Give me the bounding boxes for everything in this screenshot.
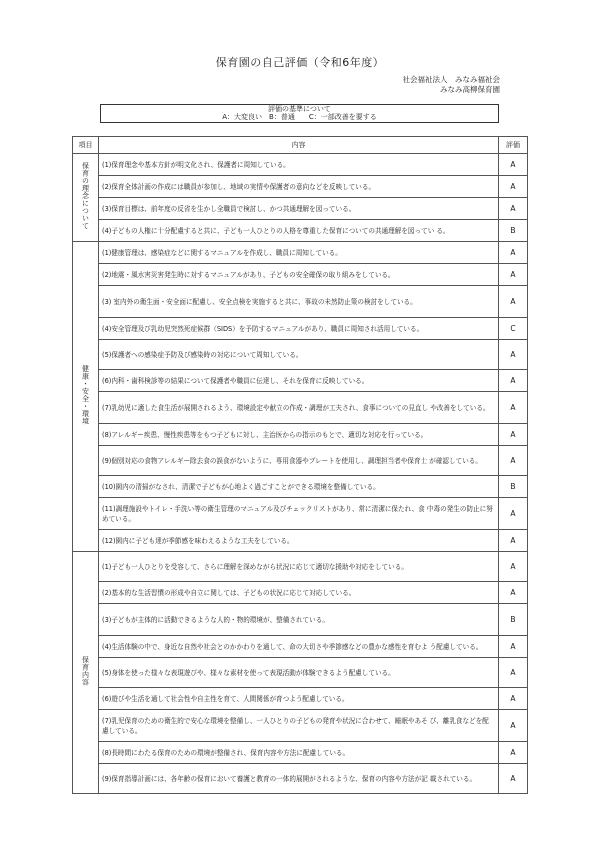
item-evaluation: B [499,476,528,498]
item-content: (2)基本的な生活習慣の形成や自立に関しては、子どもの状況に応じて対応している。 [99,582,499,604]
table-row [73,264,528,286]
table-row [73,498,528,530]
item-content: (12)園内に子ども達が季節感を味わえるような工夫をしている。 [99,530,499,552]
header-category: 項目 [73,137,99,154]
item-evaluation: A [499,530,528,552]
item-content: (4)子どもの人権に十分配慮すると共に、子ども一人ひとりの人格を尊重した保育についての共通理解を図ってい る。 [99,220,499,242]
category-cell [73,154,99,242]
item-evaluation: C [499,318,528,340]
item-content: (3)子どもが主体的に活動できるような人的・物的環境が、整備されている。 [99,604,499,636]
item-evaluation: B [499,220,528,242]
table-row [73,552,528,582]
table-row [73,318,528,340]
item-evaluation: A [499,446,528,476]
item-content: (3) 室内外の衛生面・安全面に配慮し、安全点検を実施すると共に、事故の未然防止策の検討をしている。 [99,286,499,318]
item-content: (5)身体を使った様々な表現遊びや、様々な素材を使って表現活動が体験できるよう配慮している。 [99,658,499,688]
item-evaluation: A [499,582,528,604]
facility-name: みなみ高柳保育園 [440,85,500,94]
item-evaluation: A [499,710,528,742]
item-evaluation: A [499,242,528,264]
table-body [73,154,528,794]
criteria-legend: A：大変良い B：普通 C：一部改善を要する [222,113,377,121]
item-content: (6)遊びや生活を通して社会性や自主性を育て、人間関係が育つよう配慮している。 [99,688,499,710]
item-evaluation: B [499,604,528,636]
category-cell [73,552,99,794]
item-evaluation: A [499,340,528,370]
page-title: 保育園の自己評価（令和6年度） [215,56,385,69]
item-evaluation: A [499,764,528,794]
table-row [73,742,528,764]
table-row [73,176,528,198]
item-content: (11)調理施設やトイレ・手洗い等の衛生管理のマニュアル及びチェックリストがあり、常に清潔に保たれ、食 中毒の発生の防止に努めている。 [99,498,499,530]
header-content: 内容 [99,137,499,154]
category-label: 保育の理念について [81,161,90,230]
table-row [73,604,528,636]
criteria-heading: 評価の基準について [268,105,331,113]
header-evaluation: 評価 [499,137,528,154]
table-row [73,658,528,688]
table-row [73,154,528,176]
item-content: (3)保育目標は、前年度の反省を生かし全職員で検討し、かつ共通理解を図っている。 [99,198,499,220]
table-row [73,198,528,220]
table-row [73,220,528,242]
item-evaluation: A [499,264,528,286]
table-row [73,636,528,658]
item-content: (4)安全管理及び乳幼児突然死症候群（SIDS）を予防するマニュアルがあり、職員に周知され活用している。 [99,318,499,340]
item-content: (6)内科・歯科検診等の結果について保護者や職員に伝達し、それを保育に反映している。 [99,370,499,392]
table-row [73,340,528,370]
item-content: (5)保護者への感染症予防及び感染時の対応について周知している。 [99,340,499,370]
item-evaluation: A [499,370,528,392]
item-content: (10)園内の清掃がなされ、清潔で子どもが心地よく過ごすことができる環境を整備している。 [99,476,499,498]
table-row [73,370,528,392]
item-evaluation: A [499,658,528,688]
item-content: (9)個別対応の食物アレルギー除去食の誤食がないように、専用食器やプレートを使用し、調理担当者や保育士 が確認している。 [99,446,499,476]
table-row [73,446,528,476]
table-row [73,764,528,794]
item-content: (7)乳児保育のための衛生的で安心な環境を整備し、一人ひとりの子どもの発育や状況に合わせて、睡眠やあそ び、離乳食などを配慮している。 [99,710,499,742]
item-content: (9)保育指導計画には、各年齢の保育において養護と教育の一体的展開がされるような、保育の内容や方法が記 載されている。 [99,764,499,794]
item-evaluation: A [499,742,528,764]
item-content: (7)乳幼児に適した食生活が展開されるよう、環境設定や献立の作成・調理が工夫され、食事についての見直し や改善をしている。 [99,392,499,424]
item-content: (1)子ども一人ひとりを受容して、さらに理解を深めながら状況に応じて適切な援助や対応をしている。 [99,552,499,582]
self-evaluation-table [72,136,528,794]
item-content: (1)健康管理は、感染症などに関するマニュアルを作成し、職員に周知している。 [99,242,499,264]
item-content: (4)生活体験の中で、身近な自然や社会とのかかわりを通して、命の大切さや季節感などの豊かな感性を育むよ う配慮している。 [99,636,499,658]
item-evaluation: A [499,552,528,582]
item-evaluation: A [499,392,528,424]
category-label: 健康・安全・環境 [81,364,90,425]
item-evaluation: A [499,286,528,318]
table-row [73,582,528,604]
item-evaluation: A [499,198,528,220]
table-row [73,242,528,264]
category-cell [73,242,99,552]
table-row [73,530,528,552]
item-content: (2)地震・風水害災害発生時に対するマニュアルがあり、子どもの安全確保の取り組みをしている。 [99,264,499,286]
table-row [73,424,528,446]
item-evaluation: A [499,636,528,658]
item-content: (8)長時間にわたる保育のための環境が整備され、保育内容や方法に配慮している。 [99,742,499,764]
table-row [73,392,528,424]
table-row [73,688,528,710]
item-content: (1)保育理念や基本方針が明文化され、保護者に周知している。 [99,154,499,176]
item-content: (8)アレルギー疾患、慢性疾患等をもつ子どもに対し、主治医からの指示のもとで、適切な対応を行っている。 [99,424,499,446]
table-row [73,710,528,742]
evaluation-criteria-box [100,104,499,123]
item-evaluation: A [499,176,528,198]
item-evaluation: A [499,154,528,176]
item-content: (2)保育全体計画の作成には職員が参加し、地域の実情や保護者の意向などを反映している。 [99,176,499,198]
table-row [73,476,528,498]
item-evaluation: A [499,498,528,530]
organization-name: 社会福祉法人 みなみ福祉会 [402,75,500,84]
table-row [73,286,528,318]
item-evaluation: A [499,688,528,710]
category-label: 保育内容 [81,655,90,686]
item-evaluation: A [499,424,528,446]
table-header-row [73,137,528,154]
